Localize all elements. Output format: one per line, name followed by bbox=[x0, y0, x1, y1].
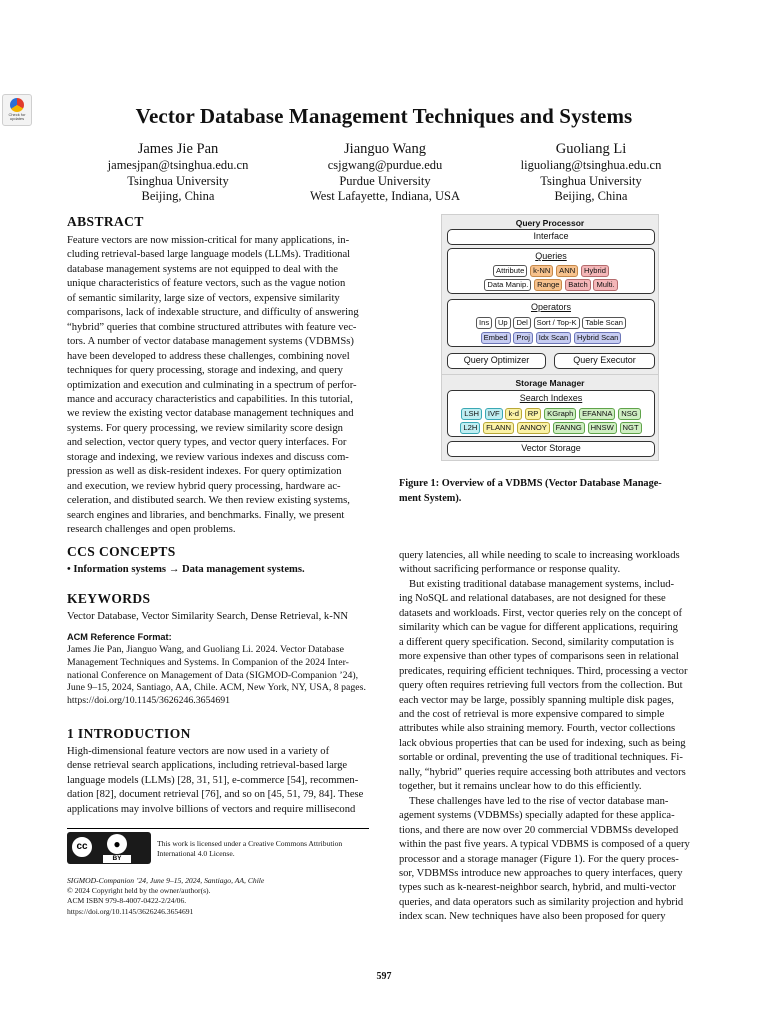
text-line: pression as well as disk-resident indexes. For query optimization bbox=[67, 466, 342, 478]
author-email: csjgwang@purdue.edu bbox=[327, 158, 443, 172]
queries-row-2 bbox=[448, 279, 654, 291]
index-chip: NGT bbox=[620, 422, 642, 434]
operator-chip: Del bbox=[513, 317, 530, 329]
author-block-2 bbox=[280, 140, 490, 205]
author-name: Jianguo Wang bbox=[344, 141, 426, 157]
text-line: research challenges and open problems. bbox=[67, 524, 236, 536]
intro-body bbox=[67, 745, 369, 817]
text-line: These challenges have led to the rise of vector database man- bbox=[409, 795, 669, 807]
index-chip: FANNG bbox=[553, 422, 585, 434]
index-chip: FLANN bbox=[483, 422, 514, 434]
text-line: optimization and execution and culminating in a spectrum of perfor- bbox=[67, 379, 357, 391]
author-email: jamesjpan@tsinghua.edu.cn bbox=[107, 158, 249, 172]
queries-label: Queries bbox=[535, 251, 567, 261]
conference-line: SIGMOD-Companion ’24, June 9–15, 2024, Santiago, AA, Chile bbox=[67, 876, 265, 885]
author-name: James Jie Pan bbox=[137, 141, 219, 157]
doi-link[interactable]: https://doi.org/10.1145/3626246.3654691 bbox=[67, 906, 194, 916]
text-line: query often requires retrieving full vectors from the collection. But bbox=[399, 680, 683, 692]
keywords-text: Vector Database, Vector Similarity Search, Dense Retrieval, k-NN bbox=[67, 611, 349, 622]
query-executor-box bbox=[554, 353, 655, 369]
isbn-line: ACM ISBN 979-8-4007-0422-2/24/06. bbox=[67, 896, 187, 906]
creative-commons-icon: cc bbox=[70, 835, 94, 859]
text-line: language models (LLMs) [28, 31, 51], e-commerce [54], recommen- bbox=[67, 774, 359, 786]
index-chip: LSH bbox=[461, 408, 482, 420]
attribution-person-icon: ● bbox=[107, 834, 127, 854]
text-line: unique characteristics of feature vectors, such as the vague notion bbox=[67, 278, 346, 290]
text-line: search engines and libraries, and benchmarks. Finally, we present bbox=[67, 509, 345, 521]
operators-row-2 bbox=[448, 332, 654, 344]
text-line: datasets and workloads. First, vector queries rely on the concept of bbox=[399, 607, 683, 619]
index-chip: L2H bbox=[460, 422, 480, 434]
footnote-rule bbox=[67, 828, 369, 829]
text-line: storage and indexing, we review various indexes and discuss com- bbox=[67, 451, 349, 463]
operator-chip: Proj bbox=[513, 332, 533, 344]
author-block-3 bbox=[486, 140, 696, 205]
author-affiliation: Tsinghua University bbox=[127, 173, 229, 188]
doi-link[interactable]: https://doi.org/10.1145/3626246.3654691 bbox=[67, 695, 231, 707]
ccs-concepts: • Information systems → Data management systems. bbox=[67, 564, 305, 575]
vector-storage-label: Vector Storage bbox=[521, 443, 581, 453]
text-line: of semantic similarity, large size of vectors, expensive similarity bbox=[67, 292, 340, 304]
indexes-row-1 bbox=[448, 408, 654, 420]
index-chip: ANNOY bbox=[517, 422, 550, 434]
text-line: agement systems (VDBMSs) specially adapted for these applica- bbox=[399, 810, 675, 822]
index-chip: HNSW bbox=[588, 422, 617, 434]
cc-license-badge[interactable] bbox=[67, 832, 151, 864]
copyright-line: © 2024 Copyright held by the owner/author(s). bbox=[67, 886, 211, 896]
operator-chip: Embed bbox=[481, 332, 511, 344]
operators-row-1 bbox=[448, 317, 654, 329]
ccs-heading: CCS CONCEPTS bbox=[67, 544, 176, 559]
caption-line: ment System). bbox=[399, 492, 462, 504]
figure-caption bbox=[399, 477, 704, 506]
vdbms-overview-figure bbox=[441, 214, 659, 461]
license-line: This work is licensed under a Creative Commons Attribution bbox=[157, 839, 343, 848]
right-column-body bbox=[399, 549, 701, 925]
query-optimizer-label: Query Optimizer bbox=[463, 355, 530, 365]
query-chip: k-NN bbox=[530, 265, 553, 277]
ref-line: national Conference on Management of Data (SIGMOD-Companion ’24), bbox=[67, 669, 359, 681]
text-line: and selection, vector query types, and vector query interfaces. For bbox=[67, 437, 347, 449]
text-line: nally, “hybrid” queries require accessing both attributes and vectors bbox=[399, 766, 686, 778]
ref-line: Management Techniques and Systems. In Companion of the 2024 Inter- bbox=[67, 656, 349, 668]
text-line: High-dimensional feature vectors are now used in a variety of bbox=[67, 746, 330, 757]
author-location: Beijing, China bbox=[141, 189, 215, 204]
paper-title: Vector Database Management Techniques and Systems bbox=[135, 104, 633, 128]
ref-line: June 9–15, 2024, Santiago, AA, Chile. ACM, New York, NY, USA, 8 pages. bbox=[67, 682, 366, 694]
text-line: processor and a storage manager (Figure 1). For the query proces- bbox=[399, 853, 679, 865]
text-line: types such as k-nearest-neighbor search, hybrid, and multi-vector bbox=[399, 882, 676, 894]
text-line: Feature vectors are now mission-critical for many applications, in- bbox=[67, 235, 350, 246]
license-line: International 4.0 License. bbox=[157, 849, 235, 859]
text-line: “hybrid” queries that combine structured attributes with feature vec- bbox=[67, 321, 357, 333]
text-line: each vector may be large, possibly spanning multiple disk pages, bbox=[399, 694, 674, 706]
text-line: and execution, we review hybrid query processing, hardware ac- bbox=[67, 480, 341, 492]
interface-box bbox=[447, 229, 655, 245]
text-line: attributes while also straining memory. Fourth, vector collections bbox=[399, 723, 676, 735]
query-chip: Batch bbox=[565, 279, 590, 291]
text-line: index scan. New techniques have also been proposed for query bbox=[399, 911, 666, 923]
author-block-1 bbox=[73, 140, 283, 205]
text-line: comparisons, lack of indexable structure, and difficulty of answering bbox=[67, 307, 359, 319]
query-chip: Multi. bbox=[593, 279, 617, 291]
query-chip: Attribute bbox=[493, 265, 527, 277]
queries-row-1 bbox=[448, 265, 654, 277]
author-email: liguoliang@tsinghua.edu.cn bbox=[520, 158, 662, 172]
query-chip: ANN bbox=[556, 265, 578, 277]
text-line: techniques for query processing, storage and indexing, and query bbox=[67, 365, 343, 377]
operator-chip: Hybrid Scan bbox=[574, 332, 621, 344]
index-chip: IVF bbox=[485, 408, 503, 420]
abstract-heading: ABSTRACT bbox=[67, 214, 144, 229]
query-processor-header: Query Processor bbox=[515, 218, 585, 228]
search-indexes-label: Search Indexes bbox=[519, 393, 583, 403]
text-line: tors. A number of vector database management systems (VDBMSs) bbox=[67, 336, 354, 348]
text-line: dense retrieval search applications, including retrieval-based large bbox=[67, 760, 348, 772]
text-line: sor, VDBMSs introduce new approaches to query interfaces, query bbox=[399, 867, 683, 879]
text-line: applications may involve billions of vectors and require millisecond bbox=[67, 803, 356, 815]
interface-label: Interface bbox=[533, 231, 569, 241]
text-line: and the cost of retrieval is more expensive compared to simple bbox=[399, 708, 665, 720]
query-chip: Range bbox=[534, 279, 562, 291]
index-chip: KGraph bbox=[544, 408, 576, 420]
operators-box bbox=[447, 299, 655, 347]
text-line: cluding retrieval-based large language models (LLMs). Traditional bbox=[67, 249, 351, 261]
text-line: we review the existing vector database management techniques and bbox=[67, 408, 354, 420]
text-line: together, but it remains unclear how to do this efficiently. bbox=[399, 781, 642, 793]
author-name: Guoliang Li bbox=[555, 141, 627, 157]
query-chip: Hybrid bbox=[581, 265, 609, 277]
operators-label: Operators bbox=[530, 302, 572, 312]
author-location: West Lafayette, Indiana, USA bbox=[310, 189, 460, 204]
text-line: sortable or ordinal, preventing the use of traditional techniques. Fi- bbox=[399, 752, 683, 764]
text-line: within the past five years. A typical VDBMS is composed of a query bbox=[399, 839, 690, 851]
storage-manager-header: Storage Manager bbox=[515, 378, 585, 388]
author-affiliation: Purdue University bbox=[339, 173, 431, 188]
text-line: queries, and data operators such as similarity projection and hybrid bbox=[399, 896, 684, 908]
query-optimizer-box bbox=[447, 353, 546, 369]
acm-ref-heading: ACM Reference Format: bbox=[67, 632, 172, 642]
acm-ref-body bbox=[67, 644, 369, 708]
page-number: 597 bbox=[376, 971, 392, 982]
intro-heading: 1 INTRODUCTION bbox=[67, 726, 191, 741]
text-line: tions, and there are now over 20 commercial VDBMSs developed bbox=[399, 824, 679, 836]
text-line: ing NoSQL and relational databases, are not designed for these bbox=[399, 593, 666, 605]
text-line: without sacrificing performance or response quality. bbox=[399, 564, 621, 576]
author-location: Beijing, China bbox=[554, 189, 628, 204]
query-executor-label: Query Executor bbox=[573, 355, 636, 365]
text-line: more expensive than other types of comparisons seen in relational bbox=[399, 651, 679, 663]
text-line: systems. For query processing, we review similarity score design bbox=[67, 422, 343, 434]
text-line: lack obvious properties that can be used for indexing, such as being bbox=[399, 737, 686, 749]
text-line: similarity which can be vague for different applications, requiring bbox=[399, 622, 678, 634]
indexes-row-2 bbox=[448, 422, 654, 434]
operator-chip: Up bbox=[495, 317, 511, 329]
query-chip: Data Manip. bbox=[484, 279, 531, 291]
text-line: dation [82], document retrieval [76], and so on [45, 51, 79, 84]. These bbox=[67, 789, 364, 801]
text-line: query latencies, all while needing to scale to increasing workloads bbox=[399, 550, 680, 561]
abstract-body bbox=[67, 234, 369, 538]
ref-line: James Jie Pan, Jianguo Wang, and Guoliang Li. 2024. Vector Database bbox=[67, 644, 344, 655]
text-line: predicates, requiring efficient techniques. Third, processing a vector bbox=[399, 665, 688, 677]
keywords-heading: KEYWORDS bbox=[67, 591, 151, 606]
by-label: BY bbox=[103, 855, 131, 863]
text-line: celeration, and distibuted search. We then review existing systems, bbox=[67, 495, 350, 507]
index-chip: k-d bbox=[505, 408, 522, 420]
author-affiliation: Tsinghua University bbox=[540, 173, 642, 188]
text-line: mance and accuracy characteristics and capabilities. In this tutorial, bbox=[67, 393, 353, 405]
queries-box bbox=[447, 248, 655, 294]
index-chip: NSG bbox=[618, 408, 640, 420]
license-text bbox=[157, 839, 371, 859]
index-chip: EFANNA bbox=[579, 408, 615, 420]
vector-storage-box bbox=[447, 441, 655, 457]
text-line: But existing traditional database management systems, includ- bbox=[409, 578, 675, 590]
publication-meta bbox=[67, 876, 369, 917]
check-for-updates-text: Check for updates bbox=[8, 112, 26, 121]
search-indexes-box bbox=[447, 390, 655, 437]
figure-divider bbox=[442, 374, 658, 375]
caption-line: Figure 1: Overview of a VDBMS (Vector Database Manage- bbox=[399, 478, 662, 489]
text-line: database management systems are not equipped to deal with the bbox=[67, 263, 338, 275]
operator-chip: Sort / Top-K bbox=[534, 317, 580, 329]
operator-chip: Table Scan bbox=[582, 317, 626, 329]
index-chip: RP bbox=[525, 408, 542, 420]
text-line: have been developed to address these challenges, combining novel bbox=[67, 350, 350, 362]
text-line: a different query specification. Second, similarity computation is bbox=[399, 636, 674, 648]
operator-chip: Ins bbox=[476, 317, 492, 329]
operator-chip: Idx Scan bbox=[536, 332, 572, 344]
